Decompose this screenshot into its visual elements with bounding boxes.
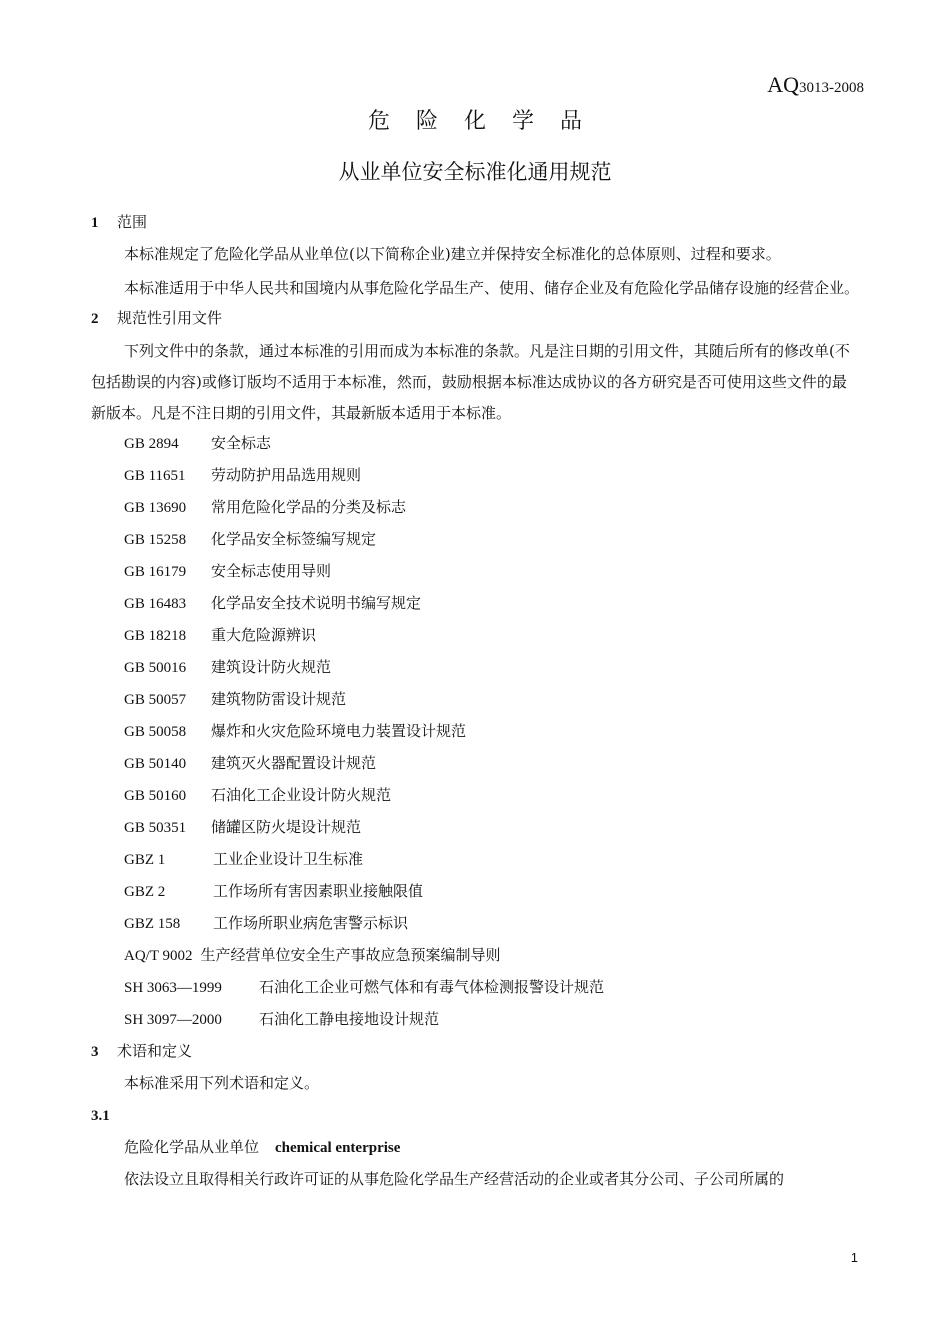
reference-item [91,685,861,717]
reference-code: GB 50057 [124,692,187,708]
reference-title: 化学品安全标签编写规定 [211,530,377,548]
reference-list [91,429,861,1037]
section-title: 规范性引用文件 [117,309,223,327]
subsection-number: 3.1 [91,1108,110,1124]
standard-code-prefix: AQ [767,72,799,97]
subsection-3-1-heading [91,1101,861,1133]
section-title: 范围 [117,213,148,231]
reference-title: 劳动防护用品选用规则 [211,466,362,484]
section-1-heading [91,208,861,240]
reference-item [91,1005,861,1037]
section-1-paragraph-2: 本标准适用于中华人民共和国境内从事危险化学品生产、使用、储存企业及有危险化学品储存设施的经营企业。 [124,279,860,297]
section-1-paragraph-1: 本标准规定了危险化学品从业单位(以下简称企业)建立并保持安全标准化的总体原则、过程和要求。 [124,245,781,263]
reference-code: GB 15258 [124,532,187,548]
page-number: 1 [850,1250,858,1265]
reference-title: 工作场所有害因素职业接触限值 [213,882,424,900]
reference-code: GB 50058 [124,724,187,740]
reference-title: 生产经营单位安全生产事故应急预案编制导则 [200,946,501,964]
reference-item [91,589,861,621]
reference-title: 石油化工静电接地设计规范 [259,1010,440,1028]
term-chinese: 危险化学品从业单位 [124,1138,260,1156]
reference-item [91,973,861,1005]
term-definition: 依法设立且取得相关行政许可证的从事危险化学品生产经营活动的企业或者其分公司、子公司所属的 [124,1170,785,1188]
reference-item [91,749,861,781]
reference-title: 建筑设计防火规范 [211,658,332,676]
reference-code: SH 3097—2000 [124,1012,222,1028]
reference-code: GB 11651 [124,468,186,484]
section-2-heading [91,304,861,336]
reference-title: 化学品安全技术说明书编写规定 [211,594,422,612]
section-3-paragraph: 本标准采用下列术语和定义。 [124,1074,320,1092]
reference-code: GB 16179 [124,564,187,580]
reference-code: GB 16483 [124,596,187,612]
reference-title: 储罐区防火堤设计规范 [211,818,362,836]
document-title-line2: 从业单位安全标准化通用规范 [338,160,612,184]
reference-item [91,717,861,749]
term-english: chemical enterprise [275,1140,401,1156]
section-3-heading [91,1037,861,1069]
reference-item [91,653,861,685]
reference-title: 石油化工企业可燃气体和有毒气体检测报警设计规范 [259,978,605,996]
reference-code: AQ/T 9002 [124,948,193,964]
reference-title: 安全标志 [211,434,272,452]
reference-item [91,493,861,525]
reference-item [91,909,861,941]
reference-code: GB 18218 [124,628,187,644]
reference-title: 安全标志使用导则 [211,562,332,580]
section-number: 3 [91,1044,99,1060]
standard-code-number: 3013-2008 [799,80,864,96]
reference-title: 工作场所职业病危害警示标识 [213,914,409,932]
reference-code: GBZ 158 [124,916,181,932]
reference-title: 常用危险化学品的分类及标志 [211,498,407,516]
reference-item [91,429,861,461]
section-title: 术语和定义 [117,1042,193,1060]
reference-code: GBZ 2 [124,884,166,900]
reference-code: GB 50140 [124,756,187,772]
reference-title: 石油化工企业设计防火规范 [211,786,392,804]
document-body [91,208,861,1197]
reference-code: GB 2894 [124,436,179,452]
reference-item [91,781,861,813]
reference-code: GBZ 1 [124,852,166,868]
document-title-line1: 危险化学品 [367,109,608,134]
reference-item [91,813,861,845]
reference-code: SH 3063—1999 [124,980,222,996]
term-line [91,1133,861,1165]
reference-item [91,525,861,557]
reference-title: 建筑物防雷设计规范 [211,690,347,708]
reference-item [91,941,861,973]
reference-item [91,877,861,909]
section-number: 2 [91,311,99,327]
reference-title: 建筑灭火器配置设计规范 [211,754,377,772]
reference-item [91,845,861,877]
section-number: 1 [91,215,99,231]
reference-code: GB 50160 [124,788,187,804]
reference-title: 爆炸和火灾危险环境电力装置设计规范 [211,722,467,740]
reference-code: GB 13690 [124,500,187,516]
reference-title: 重大危险源辨识 [211,626,317,644]
reference-title: 工业企业设计卫生标准 [213,850,364,868]
standard-code [767,72,864,98]
reference-item [91,621,861,653]
section-2-paragraph: 下列文件中的条款，通过本标准的引用而成为本标准的条款。凡是注日期的引用文件，其随后所有的修改单(不包括勘误的内容)或修订版均不适用于本标准，然而，鼓励根据本标准达成协议的各方研究是否可使用这些文件的最新版本。凡是不注日期的引用文件，其最新版本适用于本标准。 [91,342,850,422]
reference-code: GB 50016 [124,660,187,676]
reference-item [91,557,861,589]
reference-code: GB 50351 [124,820,187,836]
reference-item [91,461,861,493]
